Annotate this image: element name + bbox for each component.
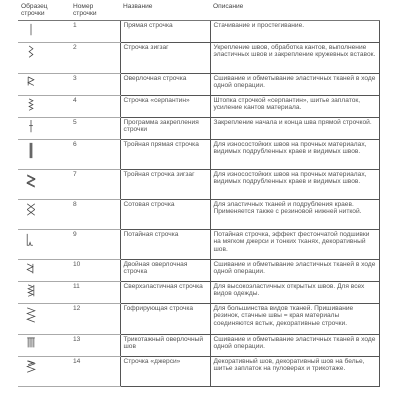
stitch-name: Строчка «джерси» xyxy=(120,356,210,386)
table-row xyxy=(18,169,380,199)
stitch-name: Программа закрепления строчки xyxy=(120,117,210,139)
stitch-number: 13 xyxy=(70,334,120,356)
table-row xyxy=(18,139,380,169)
table-row xyxy=(18,259,380,281)
table-row xyxy=(18,281,380,303)
stitch-name: Потайная строчка xyxy=(120,229,210,259)
stitch-description: Стачивание и простегивание. xyxy=(210,20,380,42)
stitch-sample-cell xyxy=(18,42,70,73)
stitch-name: Двойная оверлочная строчка xyxy=(120,259,210,281)
stitch-number: 2 xyxy=(70,42,120,73)
stitch-sample-cell xyxy=(18,95,70,117)
blind-hem-stitch-icon xyxy=(21,231,41,250)
stitch-number: 14 xyxy=(70,356,120,386)
table-row xyxy=(18,42,380,73)
table-row xyxy=(18,356,380,386)
stitch-description: Для износостойких швов на прочных материалах, видимых подрубленных краев и видимых швов. xyxy=(210,139,380,169)
stitch-description: Для износостойких швов на прочных материалах, видимых подрубленных краев и видимых швов. xyxy=(210,169,380,199)
table-row xyxy=(18,20,380,42)
table-row xyxy=(18,229,380,259)
lock-stitch-icon xyxy=(21,119,41,138)
stitch-sample-cell xyxy=(18,73,70,95)
stitch-number: 11 xyxy=(70,281,120,303)
stitch-description: Сшивание и обметывание эластичных тканей в ходе одной операции. xyxy=(210,334,380,356)
straight-stitch-icon xyxy=(21,22,41,41)
shirring-stitch-icon xyxy=(21,305,41,324)
stitch-sample-cell xyxy=(18,139,70,169)
stitch-sample-cell xyxy=(18,20,70,42)
stitch-name: Сотовая строчка xyxy=(120,199,210,229)
stitch-name: Тройная строчка зигзаг xyxy=(120,169,210,199)
stitch-description: Сшивание и обметывание эластичных тканей в ходе одной операции. xyxy=(210,259,380,281)
table-header-row xyxy=(18,2,380,20)
stitch-sample-cell xyxy=(18,259,70,281)
stitch-description: Сшивание и обметывание эластичных тканей в ходе одной операции. xyxy=(210,73,380,95)
stitch-description: Для большинства видов тканей. Пришивание резинок, стачные швы = края материалы соединяются встык, декоративные строчки. xyxy=(210,303,380,334)
stitch-sample-cell xyxy=(18,334,70,356)
stitch-name: Строчка «серпантин» xyxy=(120,95,210,117)
stitch-number: 7 xyxy=(70,169,120,199)
triple-straight-stitch-icon xyxy=(21,141,41,160)
serpentine-stitch-icon xyxy=(21,97,41,116)
stitch-number: 6 xyxy=(70,139,120,169)
honeycomb-stitch-icon xyxy=(21,201,41,220)
stitch-number: 12 xyxy=(70,303,120,334)
header-sample: Образец строчки xyxy=(18,2,70,20)
stitch-description: Декоративный шов, декоративный шов на белье, шитье заплаток на пуловерах и трикотаже. xyxy=(210,356,380,386)
stitch-sample-cell xyxy=(18,169,70,199)
stitch-name: Трикотажный оверлочный шов xyxy=(120,334,210,356)
stitch-sample-cell xyxy=(18,303,70,334)
stitch-name: Оверлочная строчка xyxy=(120,73,210,95)
stitch-name: Сверхэластичная строчка xyxy=(120,281,210,303)
stitch-number: 1 xyxy=(70,20,120,42)
stitch-sample-cell xyxy=(18,356,70,386)
table-row xyxy=(18,334,380,356)
stitch-description: Потайная строчка, эффект фестончатой подшивки на мягком джерси и тонких тканях, декоративный шов. xyxy=(210,229,380,259)
stitch-sample-cell xyxy=(18,117,70,139)
stitch-number: 8 xyxy=(70,199,120,229)
stitch-name: Тройная прямая строчка xyxy=(120,139,210,169)
header-name: Название xyxy=(120,2,210,20)
stitch-description: Для высокоэластичных открытых швов. Для всех видов одежды. xyxy=(210,281,380,303)
stitch-table-page xyxy=(18,2,380,387)
table-row xyxy=(18,117,380,139)
stitch-name: Гофрирующая строчка xyxy=(120,303,210,334)
stitch-name: Строчка зигзаг xyxy=(120,42,210,73)
stitch-name: Прямая строчка xyxy=(120,20,210,42)
table-row xyxy=(18,95,380,117)
triple-zigzag-stitch-icon xyxy=(21,171,41,190)
stitch-number: 9 xyxy=(70,229,120,259)
table-body xyxy=(18,20,380,386)
table-row xyxy=(18,303,380,334)
jersey-stitch-icon xyxy=(21,358,41,377)
knit-overlock-stitch-icon xyxy=(21,336,41,355)
stitch-number: 4 xyxy=(70,95,120,117)
stitch-description: Для эластичных тканей и подрубления краев. Применяется также с резиновой нижней ниткой. xyxy=(210,199,380,229)
table-row xyxy=(18,73,380,95)
stitch-number: 5 xyxy=(70,117,120,139)
table-row xyxy=(18,199,380,229)
stitch-description: Штопка строчкой «серпантин», шитье заплаток, усиление кантов материала. xyxy=(210,95,380,117)
zigzag-stitch-icon xyxy=(21,44,41,63)
stitch-number: 3 xyxy=(70,73,120,95)
stitch-sample-cell xyxy=(18,281,70,303)
stitch-number: 10 xyxy=(70,259,120,281)
double-overlock-stitch-icon xyxy=(21,261,41,280)
superstretch-stitch-icon xyxy=(21,283,41,302)
overlock-stitch-icon xyxy=(21,75,41,94)
stitch-description: Закрепление начала и конца шва прямой строчкой. xyxy=(210,117,380,139)
stitch-sample-cell xyxy=(18,229,70,259)
header-number: Номер строчки xyxy=(70,2,120,20)
stitch-description: Укрепление швов, обработка кантов, выполнение эластичных швов и закрепление кружевных вставок. xyxy=(210,42,380,73)
header-description: Описание xyxy=(210,2,380,20)
stitch-sample-cell xyxy=(18,199,70,229)
stitch-table xyxy=(18,2,380,387)
